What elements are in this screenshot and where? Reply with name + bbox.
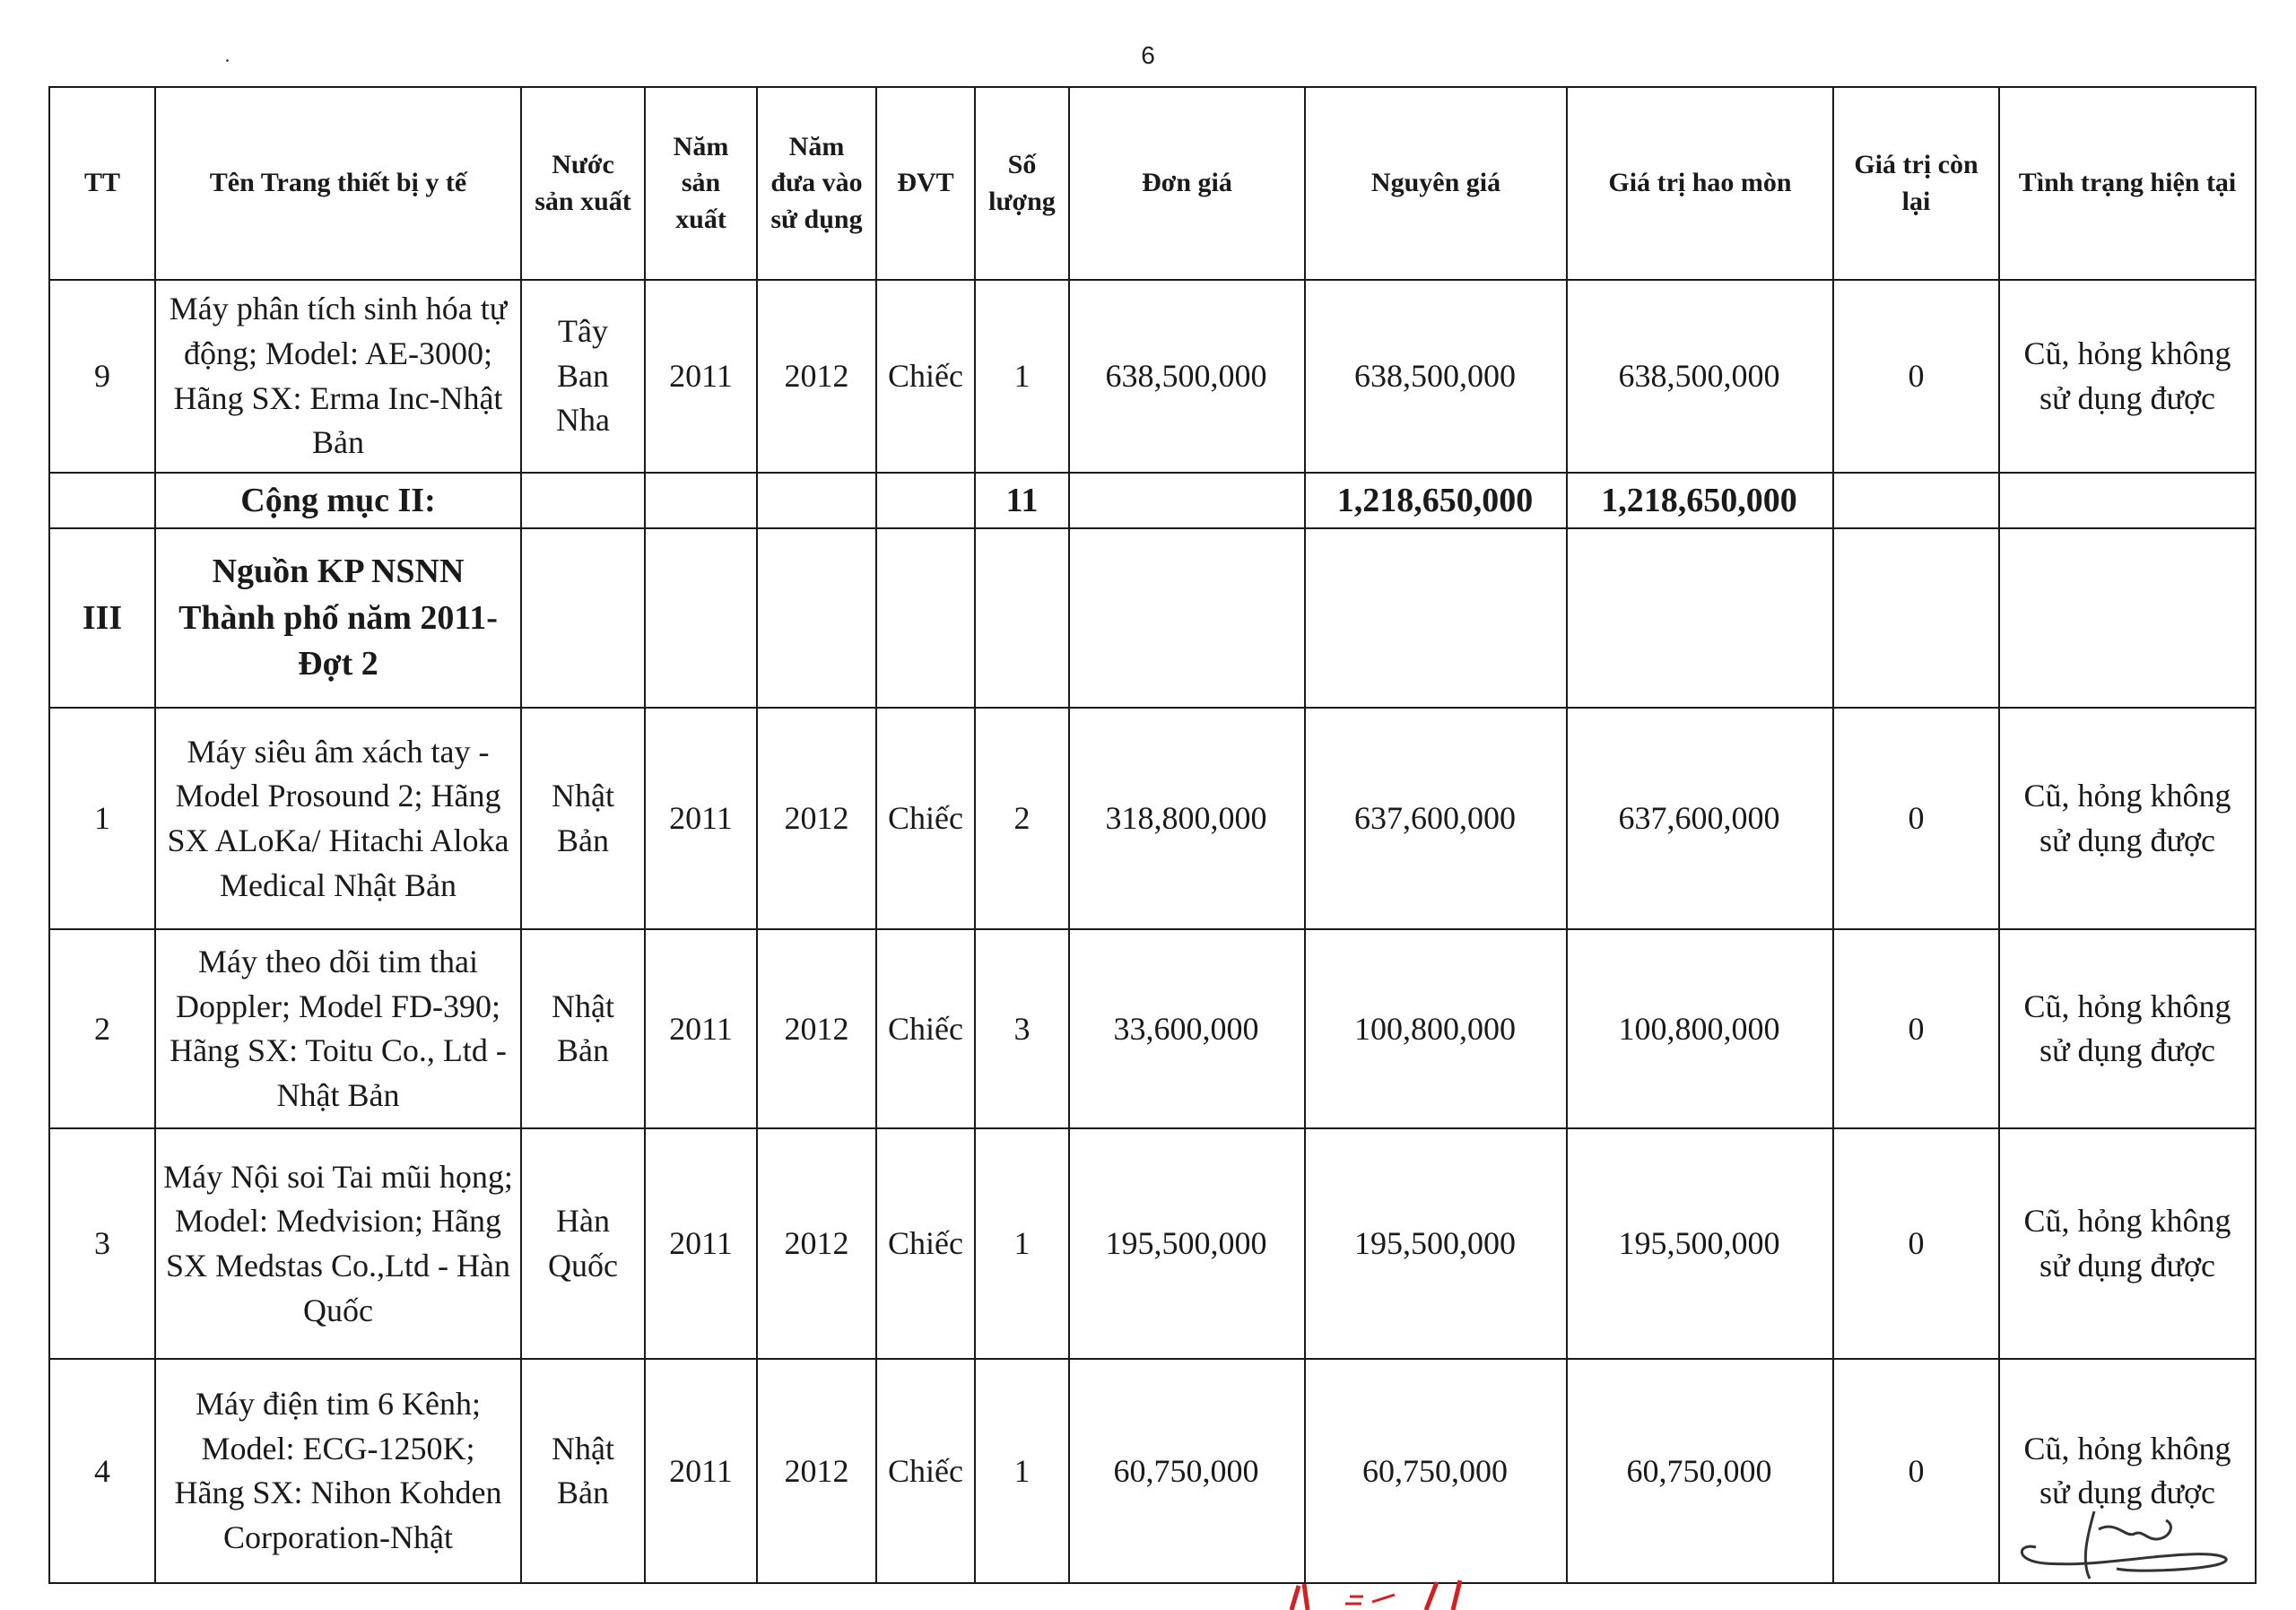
table-row xyxy=(49,929,2256,1128)
cell-original-cost: 195,500,000 xyxy=(1305,1128,1567,1359)
header-original-cost: Nguyên giá xyxy=(1305,87,1567,280)
signature xyxy=(2009,1493,2251,1592)
cell-original-cost: 637,600,000 xyxy=(1305,708,1567,929)
cell-country: Nhật Bản xyxy=(521,929,645,1128)
cell-unit-price: 318,800,000 xyxy=(1069,708,1305,929)
subtotal-original-cost: 1,218,650,000 xyxy=(1305,473,1567,528)
signature-stroke xyxy=(2022,1546,2226,1571)
cell-year-made: 2011 xyxy=(645,280,757,473)
header-depreciation: Giá trị hao mòn xyxy=(1567,87,1833,280)
cell-status: Cũ, hỏng không sử dụng được xyxy=(1999,280,2256,473)
cell-empty xyxy=(1305,528,1567,708)
cell-unit-price: 195,500,000 xyxy=(1069,1128,1305,1359)
cell-country: Nhật Bản xyxy=(521,1359,645,1583)
cell-empty xyxy=(521,473,645,528)
cell-year-used: 2012 xyxy=(757,1359,876,1583)
stamp-mark xyxy=(1345,1595,1395,1604)
header-unit-price: Đơn giá xyxy=(1069,87,1305,280)
cell-country: Nhật Bản xyxy=(521,708,645,929)
cell-remaining: 0 xyxy=(1833,929,1999,1128)
cell-empty xyxy=(757,473,876,528)
header-status: Tình trạng hiện tại xyxy=(1999,87,2256,280)
table-row xyxy=(49,708,2256,929)
cell-unit: Chiếc xyxy=(876,1359,975,1583)
cell-depreciation: 637,600,000 xyxy=(1567,708,1833,929)
cell-status: Cũ, hỏng không sử dụng được xyxy=(1999,1359,2256,1583)
section-roman: III xyxy=(49,528,155,708)
cell-empty xyxy=(521,528,645,708)
cell-year-made: 2011 xyxy=(645,1359,757,1583)
cell-empty xyxy=(1833,473,1999,528)
header-row xyxy=(49,87,2256,280)
cell-unit-price: 638,500,000 xyxy=(1069,280,1305,473)
cell-year-made: 2011 xyxy=(645,708,757,929)
cell-status: Cũ, hỏng không sử dụng được xyxy=(1999,708,2256,929)
table-row xyxy=(49,1359,2256,1583)
cell-status: Cũ, hỏng không sử dụng được xyxy=(1999,1128,2256,1359)
cell-empty xyxy=(645,528,757,708)
cell-status: Cũ, hỏng không sử dụng được xyxy=(1999,929,2256,1128)
cell-empty xyxy=(1069,528,1305,708)
cell-depreciation: 60,750,000 xyxy=(1567,1359,1833,1583)
cell-year-used: 2012 xyxy=(757,1128,876,1359)
cell-unit: Chiếc xyxy=(876,1128,975,1359)
section-title: Nguồn KP NSNN Thành phố năm 2011-Đợt 2 xyxy=(155,528,521,708)
cell-unit-price: 60,750,000 xyxy=(1069,1359,1305,1583)
cell-quantity: 1 xyxy=(975,1359,1069,1583)
cell-tt: 4 xyxy=(49,1359,155,1583)
cell-tt: 9 xyxy=(49,280,155,473)
cell-remaining: 0 xyxy=(1833,280,1999,473)
cell-empty xyxy=(1999,473,2256,528)
cell-country: Tây Ban Nha xyxy=(521,280,645,473)
cell-year-used: 2012 xyxy=(757,280,876,473)
cell-depreciation: 100,800,000 xyxy=(1567,929,1833,1128)
header-year-used: Năm đưa vào sử dụng xyxy=(757,87,876,280)
cell-empty xyxy=(1069,473,1305,528)
header-year-made: Năm sản xuất xyxy=(645,87,757,280)
cell-tt: 3 xyxy=(49,1128,155,1359)
cell-year-used: 2012 xyxy=(757,708,876,929)
cell-empty xyxy=(1999,528,2256,708)
table-row xyxy=(49,280,2256,473)
cell-empty xyxy=(49,473,155,528)
scan-speck xyxy=(226,59,229,62)
cell-name: Máy điện tim 6 Kênh; Model: ECG-1250K; Hãng SX: Nihon Kohden Corporation-Nhật xyxy=(155,1359,521,1583)
page-number: 6 xyxy=(1141,41,1155,69)
cell-quantity: 1 xyxy=(975,280,1069,473)
subtotal-depreciation: 1,218,650,000 xyxy=(1567,473,1833,528)
cell-depreciation: 638,500,000 xyxy=(1567,280,1833,473)
cell-unit: Chiếc xyxy=(876,280,975,473)
header-quantity: Số lượng xyxy=(975,87,1069,280)
section-row xyxy=(49,528,2256,708)
cell-empty xyxy=(757,528,876,708)
cell-quantity: 3 xyxy=(975,929,1069,1128)
header-country: Nước sản xuất xyxy=(521,87,645,280)
cell-name: Máy theo dõi tim thai Doppler; Model FD-390; Hãng SX: Toitu Co., Ltd - Nhật Bản xyxy=(155,929,521,1128)
header-tt: TT xyxy=(49,87,155,280)
cell-country: Hàn Quốc xyxy=(521,1128,645,1359)
cell-empty xyxy=(1567,528,1833,708)
cell-remaining: 0 xyxy=(1833,1359,1999,1583)
cell-original-cost: 100,800,000 xyxy=(1305,929,1567,1128)
cell-name: Máy phân tích sinh hóa tự động; Model: AE-3000; Hãng SX: Erma Inc-Nhật Bản xyxy=(155,280,521,473)
subtotal-label: Cộng mục II: xyxy=(155,473,521,528)
header-unit: ĐVT xyxy=(876,87,975,280)
cell-empty xyxy=(1833,528,1999,708)
cell-year-used: 2012 xyxy=(757,929,876,1128)
red-stamp xyxy=(1238,1577,1561,1610)
cell-empty xyxy=(876,528,975,708)
cell-empty xyxy=(876,473,975,528)
subtotal-quantity: 11 xyxy=(975,473,1069,528)
cell-unit: Chiếc xyxy=(876,929,975,1128)
cell-year-made: 2011 xyxy=(645,1128,757,1359)
cell-quantity: 2 xyxy=(975,708,1069,929)
header-name: Tên Trang thiết bị y tế xyxy=(155,87,521,280)
cell-original-cost: 60,750,000 xyxy=(1305,1359,1567,1583)
cell-tt: 1 xyxy=(49,708,155,929)
asset-table xyxy=(48,86,2257,1584)
cell-name: Máy siêu âm xách tay - Model Prosound 2; Hãng SX ALoKa/ Hitachi Aloka Medical Nhật Bản xyxy=(155,708,521,929)
cell-original-cost: 638,500,000 xyxy=(1305,280,1567,473)
header-remaining: Giá trị còn lại xyxy=(1833,87,1999,280)
cell-empty xyxy=(645,473,757,528)
cell-year-made: 2011 xyxy=(645,929,757,1128)
signature-stroke xyxy=(2085,1511,2170,1579)
cell-depreciation: 195,500,000 xyxy=(1567,1128,1833,1359)
stamp-mark xyxy=(1292,1580,1460,1610)
cell-name: Máy Nội soi Tai mũi họng; Model: Medvision; Hãng SX Medstas Co.,Ltd - Hàn Quốc xyxy=(155,1128,521,1359)
cell-remaining: 0 xyxy=(1833,708,1999,929)
cell-remaining: 0 xyxy=(1833,1128,1999,1359)
subtotal-row xyxy=(49,473,2256,528)
cell-quantity: 1 xyxy=(975,1128,1069,1359)
cell-tt: 2 xyxy=(49,929,155,1128)
cell-unit: Chiếc xyxy=(876,708,975,929)
cell-unit-price: 33,600,000 xyxy=(1069,929,1305,1128)
cell-empty xyxy=(975,528,1069,708)
table-row xyxy=(49,1128,2256,1359)
